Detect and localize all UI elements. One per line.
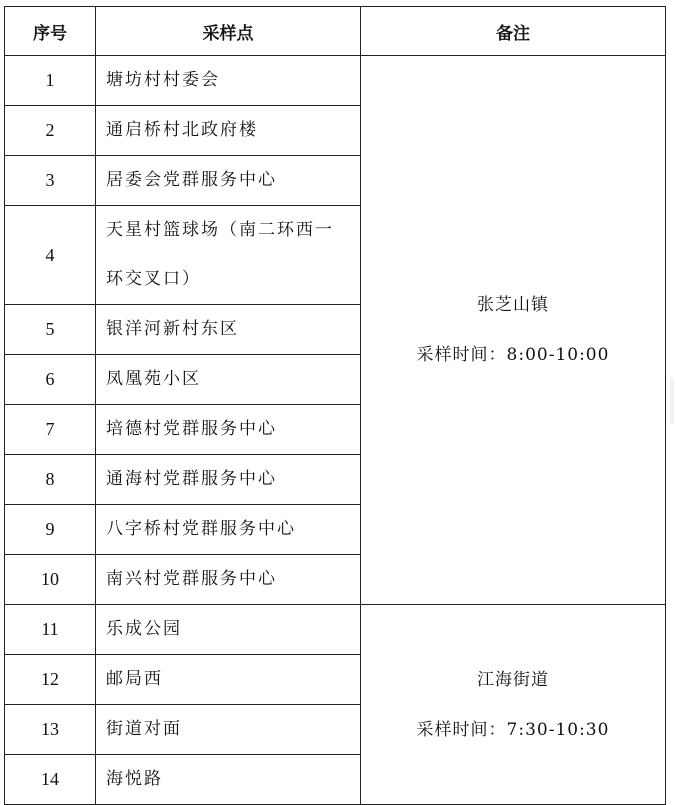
header-index: 序号 xyxy=(5,7,96,56)
row-index: 2 xyxy=(5,106,96,156)
header-site: 采样点 xyxy=(96,7,361,56)
row-site: 街道对面 xyxy=(96,705,361,755)
row-site: 凤凰苑小区 xyxy=(96,355,361,405)
remark-group-1 xyxy=(361,56,666,605)
row-index: 3 xyxy=(5,156,96,206)
row-index: 7 xyxy=(5,405,96,455)
row-index: 13 xyxy=(5,705,96,755)
row-site: 海悦路 xyxy=(96,755,361,805)
row-site: 居委会党群服务中心 xyxy=(96,156,361,206)
row-index: 1 xyxy=(5,56,96,106)
row-index: 9 xyxy=(5,505,96,555)
row-index: 11 xyxy=(5,605,96,655)
row-index: 8 xyxy=(5,455,96,505)
row-index: 6 xyxy=(5,355,96,405)
row-site: 邮局西 xyxy=(96,655,361,705)
row-site: 银洋河新村东区 xyxy=(96,305,361,355)
sampling-sites-table xyxy=(4,6,666,805)
row-index: 10 xyxy=(5,555,96,605)
row-index: 12 xyxy=(5,655,96,705)
remark-group-2 xyxy=(361,605,666,805)
scroll-edge-mark xyxy=(670,378,674,424)
row-site: 八字桥村党群服务中心 xyxy=(96,505,361,555)
remark-area: 张芝山镇 xyxy=(477,295,549,315)
row-site: 天星村篮球场（南二环西一环交叉口） xyxy=(96,206,361,305)
row-index: 14 xyxy=(5,755,96,805)
row-index: 4 xyxy=(5,206,96,305)
row-site: 培德村党群服务中心 xyxy=(96,405,361,455)
row-site: 通启桥村北政府楼 xyxy=(96,106,361,156)
row-site: 南兴村党群服务中心 xyxy=(96,555,361,605)
remark-time: 采样时间：8:00-10:00 xyxy=(416,345,610,365)
row-site: 塘坊村村委会 xyxy=(96,56,361,106)
remark-time: 采样时间：7:30-10:30 xyxy=(416,719,610,740)
header-remark: 备注 xyxy=(361,7,666,56)
table-row xyxy=(5,605,666,655)
row-site: 通海村党群服务中心 xyxy=(96,455,361,505)
row-index: 5 xyxy=(5,305,96,355)
remark-area: 江海街道 xyxy=(477,669,549,690)
row-site: 乐成公园 xyxy=(96,605,361,655)
header-row xyxy=(5,7,666,56)
table-row xyxy=(5,56,666,106)
